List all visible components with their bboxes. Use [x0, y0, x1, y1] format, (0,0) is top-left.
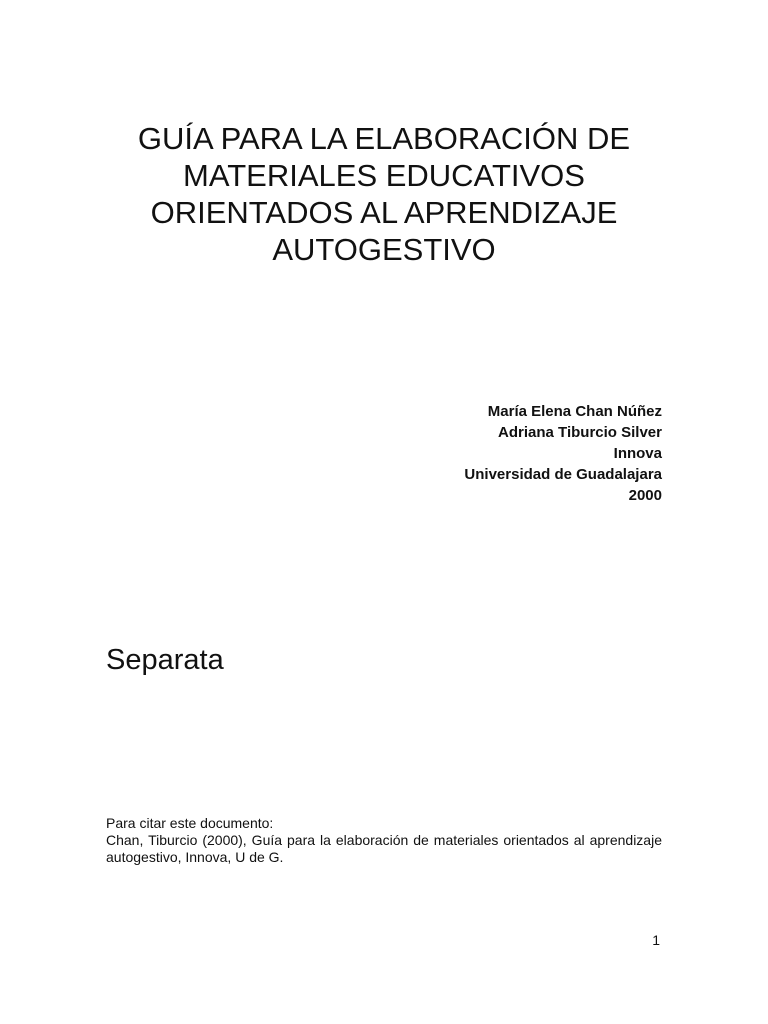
- publication-year: 2000: [628, 487, 662, 504]
- author-name: Adriana Tiburcio Silver: [498, 424, 662, 441]
- citation-intro: Para citar este documento:: [106, 815, 274, 831]
- organization-name: Innova: [613, 445, 662, 462]
- citation-block: [106, 815, 662, 866]
- title-line: MATERIALES EDUCATIVOS: [183, 158, 585, 193]
- section-label: Separata: [106, 644, 224, 676]
- page-number: 1: [652, 932, 660, 948]
- university-name: Universidad de Guadalajara: [464, 466, 662, 483]
- document-title: [60, 120, 708, 268]
- title-line: AUTOGESTIVO: [272, 232, 496, 267]
- author-name: María Elena Chan Núñez: [487, 403, 662, 420]
- citation-text: Chan, Tiburcio (2000), Guía para la elaboración de materiales orientados al aprendizaje autogestivo, Innova, U de G.: [106, 832, 662, 865]
- author-block: [464, 401, 662, 506]
- title-line: GUÍA PARA LA ELABORACIÓN DE: [137, 121, 631, 156]
- title-line: ORIENTADOS AL APRENDIZAJE: [150, 195, 618, 230]
